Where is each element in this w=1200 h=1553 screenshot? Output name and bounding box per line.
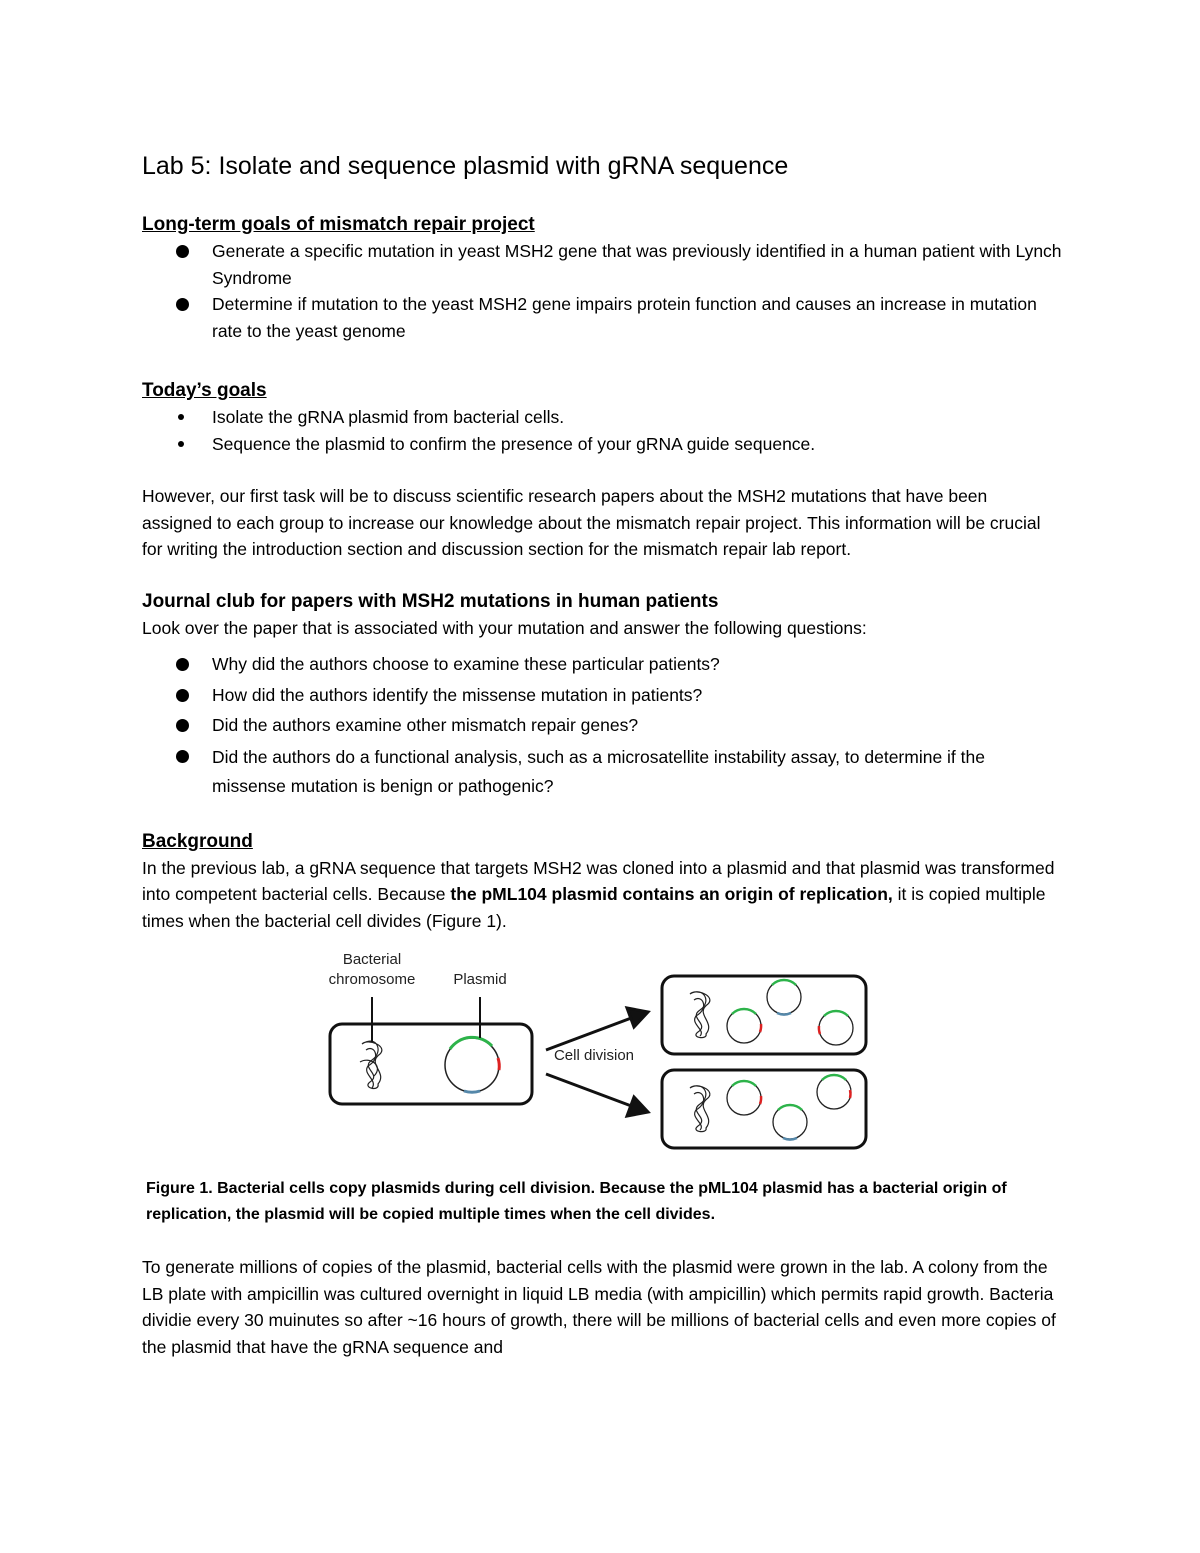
long-term-goals-heading: Long-term goals of mismatch repair project [142, 214, 535, 235]
list-item: Generate a specific mutation in yeast MSH2 gene that was previously identified in a human patient with Lynch Syndrome [142, 238, 1062, 291]
todays-goals-heading: Today’s goals [142, 380, 267, 401]
plasmid-icon [817, 1075, 851, 1109]
chromosome-icon [360, 1041, 382, 1088]
list-item: Did the authors examine other mismatch repair genes? [142, 712, 1062, 739]
parent-cell [330, 1024, 532, 1104]
page-title: Lab 5: Isolate and sequence plasmid with gRNA sequence [142, 152, 789, 180]
list-item: Determine if mutation to the yeast MSH2 gene impairs protein function and causes an increase in mutation rate to the yeast genome [142, 291, 1062, 344]
figure-caption: Figure 1. Bacterial cells copy plasmids during cell division. Because the pML104 plasmid has a bacterial origin of replication, the plasmid will be copied multiple times when the cell divides. [146, 1180, 1007, 1223]
background-paragraph-2: To generate millions of copies of the plasmid, bacterial cells with the plasmid were grown in the lab. A colony from the LB plate with ampicillin was cultured overnight in liquid LB media (with ampicillin) which permits rapid growth. Bacteria dividie every 30 muinutes so after ~16 hours of growth, there will be millions of bacterial cells and even more copies of the plasmid that have the gRNA sequence and [142, 1257, 1056, 1357]
long-term-goals-list [142, 238, 1062, 344]
list-item: How did the authors identify the missense mutation in patients? [142, 682, 1062, 709]
plasmid-icon [767, 980, 801, 1015]
background-text-a: In the previous lab, a gRNA sequence that targets MSH2 was cloned into a plasmid and that plasmid was transformed into competent bacterial cells. Because [142, 857, 1055, 904]
list-item: Isolate the gRNA plasmid from bacterial cells. [142, 404, 1062, 431]
background-bold-text: the pML104 plasmid contains an origin of replication, [450, 884, 893, 904]
background-heading: Background [142, 830, 253, 852]
plasmid-icon [727, 1009, 761, 1043]
list-item: Did the authors do a functional analysis, such as a microsatellite instability assay, to determine if the missense mutation is benign or pathogenic? [142, 743, 1062, 801]
plasmid-icon [727, 1081, 761, 1115]
list-item: Sequence the plasmid to confirm the presence of your gRNA guide sequence. [142, 431, 1062, 458]
todays-goals-list [142, 404, 1062, 457]
figure-1 [322, 942, 882, 1162]
plasmid-icon [445, 1037, 499, 1092]
plasmid-icon [773, 1105, 807, 1140]
cell-division-label: Cell division [553, 1047, 635, 1064]
plasmid-icon [819, 1011, 853, 1045]
chromosome-icon [690, 1086, 710, 1132]
journal-club-heading: Journal club for papers with MSH2 mutations in human patients [142, 590, 719, 612]
journal-instruction: Look over the paper that is associated with your mutation and answer the following questions: [142, 617, 867, 638]
daughter-cell-top [662, 976, 866, 1054]
journal-questions-list [142, 651, 1062, 801]
chromosome-icon [690, 992, 710, 1038]
plasmid-label: Plasmid [453, 971, 507, 988]
list-item: Why did the authors choose to examine these particular patients? [142, 651, 1062, 678]
background-text-b: it is copied multiple times when the bacterial cell divides (Figure 1). [142, 884, 1046, 931]
intro-paragraph: However, our first task will be to discuss scientific research papers about the MSH2 mutations that have been assigned to each group to increase our knowledge about the mismatch repair project. This information will be crucial for writing the introduction section and discussion section for the mismatch repair lab report. [142, 486, 1041, 559]
chromosome-label: Bacterial chromosome [328, 951, 416, 988]
background-paragraph-1 [142, 855, 1062, 935]
document-page [142, 148, 1062, 1360]
